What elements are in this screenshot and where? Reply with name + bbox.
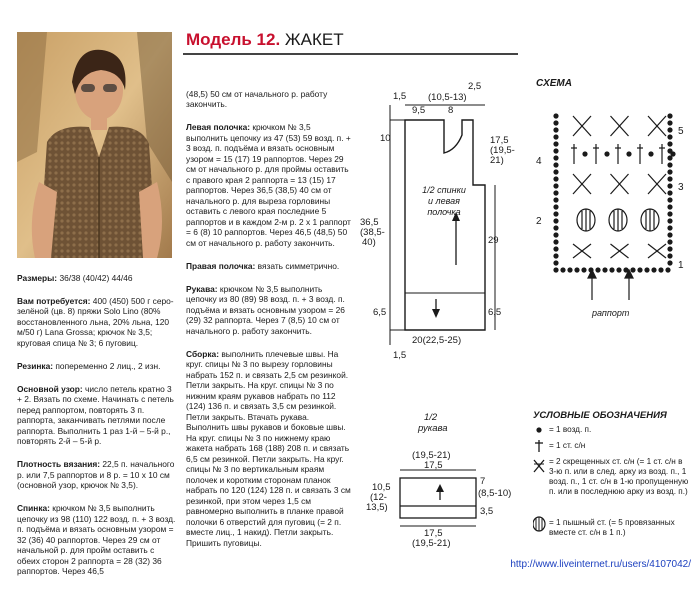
sleeves-value: крючком № 3,5 выполнить цепочку из 80 (89) 98 возд. п. + 3 возд. п. подъёма и вязать основным узором = 26 (29) 32 раппорта. Через 7 (8,5) 10 см от начального р. работу закончить. (186, 283, 345, 336)
sleeve-cuff: 3,5 (480, 506, 494, 517)
rapport-label: раппорт (592, 308, 630, 318)
chain-stitch-symbol (554, 268, 558, 272)
chain-stitch-symbol (668, 184, 672, 188)
chain-stitch-symbol (668, 261, 672, 265)
chain-stitch-symbol (554, 254, 558, 258)
chain-stitch-symbol (668, 191, 672, 195)
model-number: Модель 12. (186, 30, 281, 49)
sleeve-title-1: 1/2 (424, 412, 438, 423)
chain-stitch-symbol (561, 268, 565, 272)
dim-armhole-3: 21) (490, 155, 504, 166)
chain-stitch-symbol (666, 268, 670, 272)
left-front-value: крючком № 3,5 выполнить цепочку из 47 (53) 59 возд. п. + 3 возд. п. подъёма и вязать основным узором = 15 (17) 19 раппортов. Через 29 см от начального р. для проймы оставить с правого края 2 раппорта = 13 (15) 17 раппортов. Через 36,5 (38,5) 40 см от начального р. для выреза горловины оставить с левого края последние 5 раппортов и в каждом 2-м р. 2 х 1 раппорт = 6 (8) 10 раппортов. Через 46,5 (48,5) 50 см от начального р. работу закончить. (186, 122, 351, 248)
chain-stitch-symbol (668, 149, 672, 153)
chain-stitch-symbol (568, 268, 572, 272)
chain-stitch-symbol (668, 177, 672, 181)
back-continued: (48,5) 50 см от начального р. работу закончить. (186, 88, 328, 109)
density-value: 22,5 п. начального р. или 7,5 раппортов и 8 р. = 10 х 10 см (основной узор, крючок № 3,5). (17, 459, 175, 490)
chain-stitch-symbol (668, 233, 672, 237)
chain-stitch-symbol (582, 268, 586, 272)
chain-stitch-symbol (554, 142, 558, 146)
sleeve-height-1: 10,5 (372, 482, 391, 493)
chain-stitch-symbol (668, 247, 672, 251)
piece-label-1: 1/2 спинки (422, 185, 466, 195)
legend-symbols (533, 424, 547, 534)
row-number-5: 5 (678, 126, 684, 137)
left-text-column (17, 262, 177, 589)
sleeve-length-1: 7 (480, 476, 486, 487)
right-front-label: Правая полочка: (186, 260, 256, 271)
chain-stitch-symbol (554, 198, 558, 202)
materials-value: 400 (450) 500 г серо-зелёной (цв. 8) пряжи Solo Lino (80% восстановленного льна, 20% льна, 120 м/50 г) Lana Grossa; крючок № 3,5; круговая спица № 3; 6 пуговиц. (17, 295, 174, 348)
chain-stitch-symbol (668, 142, 672, 146)
legend-crossed: = 2 скрещенных ст. с/н (= 1 ст. с/н в 3-ю п. или в след. арку из возд. п., 1 возд. п., 1 ст. с/н в 1-ю пропущенную п. или в последнюю арку из возд. п.) (549, 457, 689, 496)
chain-stitch-symbol (631, 268, 635, 272)
sleeves-label: Рукава: (186, 283, 218, 294)
chain-stitch-symbol (668, 156, 672, 160)
dim-rib-left: 6,5 (373, 307, 387, 318)
sizes-label: Размеры: (17, 272, 58, 283)
assembly-label: Сборка: (186, 348, 219, 359)
stitch-schema (530, 72, 690, 322)
chain-stitch-symbol (554, 226, 558, 230)
row-number-3: 3 (678, 182, 684, 193)
chain-stitch-symbol (575, 268, 579, 272)
chain-stitch-symbol (605, 152, 609, 156)
dim-length-3: 40) (362, 237, 376, 248)
chain-stitch-symbol (617, 268, 621, 272)
dim-neck-range: (10,5-13) (428, 92, 467, 103)
chain-stitch-symbol (554, 128, 558, 132)
source-url[interactable]: http://www.liveinternet.ru/users/4107042/ (510, 559, 691, 570)
sleeve-title-2: рукава (418, 423, 448, 434)
dim-side: 29 (488, 235, 499, 246)
chain-stitch-symbol (554, 261, 558, 265)
chain-stitch-symbol (554, 219, 558, 223)
chain-stitch-symbol (645, 268, 649, 272)
chain-stitch-symbol (668, 219, 672, 223)
chain-stitch-symbol (554, 114, 558, 118)
piece-label-2: и левая (428, 196, 460, 206)
dim-shoulder: 9,5 (412, 105, 426, 116)
legend-puff: = 1 пышный ст. (= 5 провязанных вместе ст. с/н в 1 п.) (549, 518, 675, 537)
back-value: крючком № 3,5 выполнить цепочку из 98 (110) 122 возд. п. + 3 возд. п. подъёма и вязать основным узором = 32 (36) 40 раппортов. Через 29 см от начальной р. для пройм оставить с обеих сторон 2 раппорта = 28 (32) 36 раппортов. Через 46,5 (17, 503, 176, 576)
chain-stitch-symbol (668, 163, 672, 167)
chain-stitch-symbol (668, 170, 672, 174)
sleeve-length-2: (8,5-10) (478, 488, 512, 499)
left-front-label: Левая полочка: (186, 122, 251, 132)
title-rule (183, 53, 518, 55)
chain-stitch-symbol (596, 268, 600, 272)
dim-armhole-drop: 10 (380, 133, 391, 144)
dim-width: 20(22,5-25) (412, 335, 462, 346)
chain-stitch-symbol (649, 152, 653, 156)
chain-stitch-symbol (554, 135, 558, 139)
page-title (186, 30, 344, 50)
chain-stitch-symbol (554, 205, 558, 209)
chain-stitch-symbol (624, 268, 628, 272)
right-front-value: вязать симметрично. (257, 260, 340, 271)
chain-stitch-symbol (659, 268, 663, 272)
chain-stitch-symbol (668, 240, 672, 244)
chain-stitch-symbol (554, 247, 558, 251)
chain-stitch-symbol (668, 226, 672, 230)
chain-stitch-symbol (668, 121, 672, 125)
assembly-value: выполнить плечевые швы. На круг. спицы № 3 по вырезу горловины набрать 152 п. и связать 2,5 см резинкой. Петли закрыть. На круг. спицы № 3 по нижним краям рукавов набрать по 112 (124) 136 п. и связать 3,5 см резинкой. Петли закрыть. Втачать рукава. Выполнить швы рукавов и боковые швы. На круг. спицы № 3 по нижнему краю жакета набрать 168 (188) 208 п. и связать 6,5 см резинкой. Петли закрыть. На круг. спицы № 3 по вертикальным краям полочек и коротким сторонам планок набрать по 120 (124) 128 п. и связать 3 см резинкой, при этом через 1,5 см равномерно выполнить в планке правой полочки 6 отверстий для пуговиц (= 2 п. вместе лиц., 1 накид). Петли закрыть. Пришить пуговицы. (186, 348, 351, 548)
chain-stitch-symbol (668, 205, 672, 209)
chain-stitch-symbol (668, 212, 672, 216)
chain-stitch-symbol (554, 233, 558, 237)
dim-armhole-2: (19,5- (490, 145, 515, 156)
back-label: Спинка: (17, 503, 50, 513)
chain-stitch-symbol (627, 152, 631, 156)
chain-stitch-symbol (554, 163, 558, 167)
chain-stitch-symbol (668, 198, 672, 202)
chain-stitch-symbol (554, 184, 558, 188)
model-name: ЖАКЕТ (284, 30, 344, 49)
chain-stitch-symbol (668, 128, 672, 132)
materials-label: Вам потребуется: (17, 295, 91, 306)
sizes-value: 36/38 (40/42) 44/46 (59, 272, 133, 283)
chain-stitch-symbol (603, 268, 607, 272)
chain-stitch-symbol (554, 149, 558, 153)
chain-stitch-symbol (554, 240, 558, 244)
chain-stitch-symbol (583, 152, 587, 156)
piece-label-3: полочка (427, 207, 461, 217)
sleeve-diagram (360, 410, 520, 560)
legend-title: УСЛОВНЫЕ ОБОЗНАЧЕНИЯ (533, 410, 667, 421)
dim-rib-right: 6,5 (488, 307, 502, 318)
dim-length-1: 36,5 (360, 217, 379, 228)
schema-title: СХЕМА (536, 78, 572, 89)
middle-text-column (186, 78, 352, 561)
dim-armhole-1: 17,5 (490, 135, 509, 146)
chain-stitch-symbol (652, 268, 656, 272)
sleeve-bottom-range: (19,5-21) (412, 538, 451, 549)
sleeve-top-range: (19,5-21) (412, 450, 451, 461)
chain-stitch-symbol (638, 268, 642, 272)
row-number-2: 2 (536, 216, 542, 227)
garment-pattern-diagram (360, 75, 520, 365)
rib-label: Резинка: (17, 360, 54, 371)
chain-stitch-symbol (610, 268, 614, 272)
chain-stitch-symbol (554, 170, 558, 174)
row-number-4: 4 (536, 156, 542, 167)
dim-shoulder-offset: 1,5 (393, 91, 407, 102)
sleeve-height-3: 13,5) (366, 502, 388, 513)
legend-dc: = 1 ст. с/н (549, 441, 586, 450)
rib-value: попеременно 2 лиц., 2 изн. (55, 360, 161, 371)
chain-stitch-symbol (668, 135, 672, 139)
chain-stitch-symbol (668, 254, 672, 258)
model-photo (17, 32, 172, 258)
sleeve-height-2: (12- (370, 492, 387, 503)
chain-stitch-symbol (668, 114, 672, 118)
row-number-1: 1 (678, 260, 684, 271)
dim-neck: 8 (448, 105, 454, 116)
density-label: Плотность вязания: (17, 459, 101, 469)
pattern-label: Основной узор: (17, 383, 83, 394)
legend-chain: = 1 возд. п. (549, 425, 592, 434)
chain-stitch-symbol (554, 212, 558, 216)
dim-length-2: (38,5- (360, 227, 385, 238)
chain-stitch-symbol (554, 191, 558, 195)
chain-stitch-symbol (554, 177, 558, 181)
sleeve-bottom-width: 17,5 (424, 528, 443, 539)
sleeve-top-width: 17,5 (424, 460, 443, 471)
pattern-value: число петель кратно 3 + 2. Вязать по схеме. Начинать с петель перед раппортом, повторять 3 п. раппорта, заканчивать петлями после раппорта. Выполнить 1 раз 1-й – 5-й р., повторять 2-й – 5-й р. (17, 383, 174, 446)
dim-side-offset: 2,5 (468, 81, 482, 92)
dim-bottom-offset: 1,5 (393, 350, 407, 361)
chain-stitch-symbol (554, 121, 558, 125)
chain-stitch-symbol (554, 156, 558, 160)
